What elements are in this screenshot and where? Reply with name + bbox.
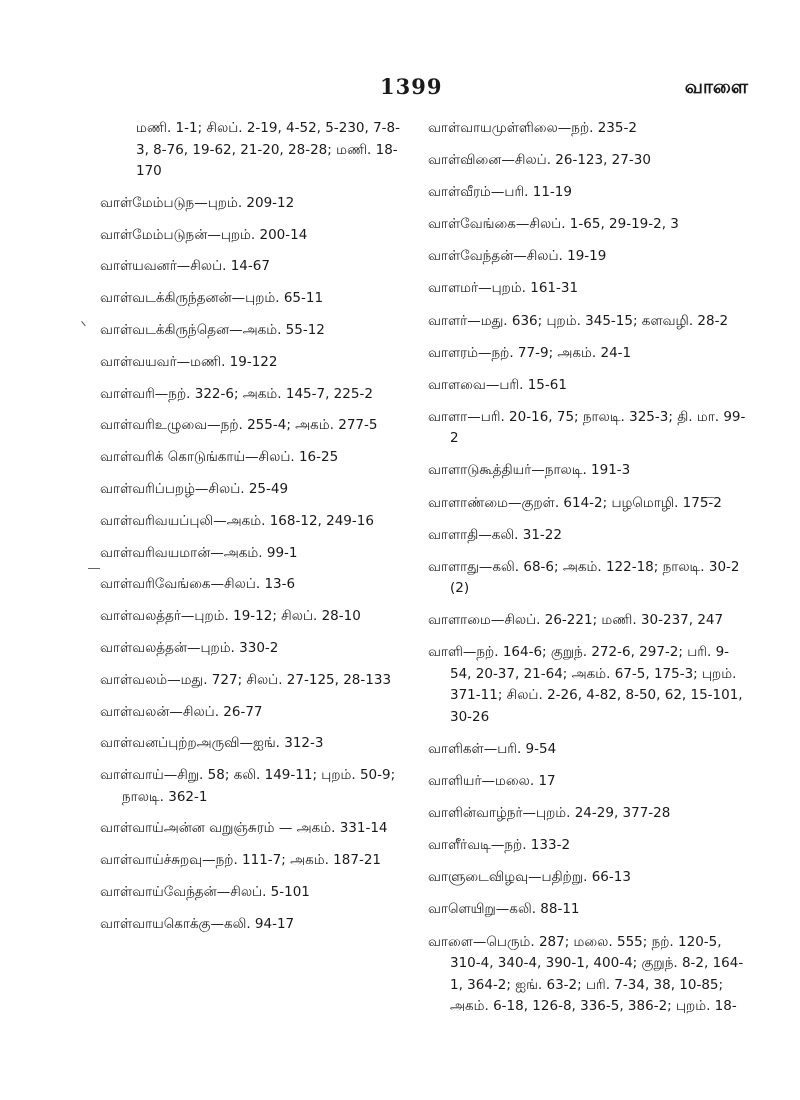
index-entry: வாளி—நற். 164-6; குறுந். 272-6, 297-2; பரி. 9-54, 20-37, 21-64; அகம். 67-5, 175-3; புறம். 371-11; சிலப். 2-26, 4-82, 8-50, 62, 15-101, 30-26 (428, 644, 743, 725)
index-entry: வாள்வாயகொக்கு—கலி. 94-17 (100, 915, 295, 932)
index-entry: வாள்வேந்தன்—சிலப். 19-19 (428, 248, 607, 265)
index-entry: வாள்வரிக் கொடுங்காய்—சிலப். 16-25 (100, 449, 339, 466)
right-column (428, 118, 748, 1028)
index-entry: வாள்வேங்கை—சிலப். 1-65, 29-19-2, 3 (428, 216, 679, 233)
index-entry: வாள்மேம்படுநன்—புறம். 200-14 (100, 226, 308, 243)
index-entry: வாள்மேம்படுந—புறம். 209-12 (100, 194, 295, 211)
index-entry: வாள்வாய்வேந்தன்—சிலப். 5-101 (100, 884, 310, 901)
index-entry: வாளியர்—மலை. 17 (428, 773, 556, 790)
index-entry: வாளாதி—கலி. 31-22 (428, 526, 562, 543)
index-entry: வாள்வரிவயப்புலி—அகம். 168-12, 249-16 (100, 512, 374, 529)
index-entry: வாள்வரிவேங்கை—சிலப். 13-6 (100, 576, 296, 593)
index-entry: வாள்வடக்கிருந்தனன்—புறம். 65-11 (100, 290, 324, 307)
index-entry: வாள்வலம்—மது. 727; சிலப். 27-125, 28-133 (100, 671, 392, 688)
index-entry: வாளை—பெரும். 287; மலை. 555; நற். 120-5, 310-4, 340-4, 390-1, 400-4; குறுந். 8-2, 164-1, 364-2; ஐங். 63-2; பரி. 7-34, 38, 10-85; அகம். 6-18, 126-8, 336-5, 386-2; புறம். 18- (428, 933, 744, 1015)
index-entry: வாளெயிறு—கலி. 88-11 (428, 901, 580, 918)
running-head: வாளை (684, 76, 748, 98)
scan-dash (88, 568, 100, 569)
index-entry: வாள்வாய்ச்சுறவு—நற். 111-7; அகம். 187-21 (100, 852, 381, 869)
index-entry: வாள்வயவர்—மணி. 19-122 (100, 353, 278, 370)
index-entry: வாளீர்வடி—நற். 133-2 (428, 837, 571, 854)
scan-mark (81, 316, 92, 326)
index-entry: வாள்வரிப்பறழ்—சிலப். 25-49 (100, 480, 289, 497)
index-entry: வாள்வினை—சிலப். 26-123, 27-30 (428, 152, 651, 169)
index-entry: வாள்வாயமுள்ளிலை—நற். 235-2 (428, 120, 637, 136)
page-number: 1399 (380, 74, 443, 99)
index-entry: வாள்வலத்தன்—புறம். 330-2 (100, 639, 279, 656)
index-entry: வாளாண்மை—குறள். 614-2; பழமொழி. 175-2 (428, 494, 722, 511)
index-entry: வாள்வரிவயமான்—அகம். 99-1 (100, 544, 298, 561)
index-entry: வாளர்—மது. 636; புறம். 345-15; களவழி. 28-2 (428, 312, 729, 329)
index-entry: வாள்யவனர்—சிலப். 14-67 (100, 258, 270, 275)
index-entry: வாளமர்—புறம். 161-31 (428, 280, 579, 297)
index-entry: வாள்வரி—நற். 322-6; அகம். 145-7, 225-2 (100, 385, 373, 402)
index-entry: வாள்வடக்கிருந்தென—அகம். 55-12 (100, 321, 325, 338)
index-entry: வாளா—பரி. 20-16, 75; நாலடி. 325-3; தி. மா. 99-2 (428, 408, 746, 447)
index-entry: வாளரம்—நற். 77-9; அகம். 24-1 (428, 344, 632, 361)
index-entry: வாளாடுகூத்தியர்—நாலடி. 191-3 (428, 462, 631, 479)
index-entry: வாளவை—பரி. 15-61 (428, 376, 567, 393)
index-entry: வாள்வனப்புற்றஅருவி—ஐங். 312-3 (100, 735, 324, 752)
index-entry: வாள்வீரம்—பரி. 11-19 (428, 184, 572, 201)
index-entry: வாள்வரிஉழுவை—நற். 255-4; அகம். 277-5 (100, 417, 378, 434)
left-column (100, 118, 400, 946)
index-entry: மணி. 1-1; சிலப். 2-19, 4-52, 5-230, 7-8-3, 8-76, 19-62, 21-20, 28-28; மணி. 18-170 (136, 120, 400, 179)
index-entry: வாள்வாய்—சிறு. 58; கலி. 149-11; புறம். 50-9; நாலடி. 362-1 (100, 767, 396, 805)
index-entry: வாளுடைவிழவு—பதிற்று. 66-13 (428, 869, 631, 886)
index-entry: வாளின்வாழ்நர்—புறம். 24-29, 377-28 (428, 805, 671, 822)
index-entry: வாள்வலன்—சிலப். 26-77 (100, 703, 263, 720)
index-entry: வாள்வலத்தர்—புறம். 19-12; சிலப். 28-10 (100, 608, 361, 625)
index-entry: வாள்வாய்அன்ன வறுஞ்சுரம் — அகம். 331-14 (100, 820, 388, 837)
index-entry: வாளாமை—சிலப். 26-221; மணி. 30-237, 247 (428, 612, 724, 629)
index-entry: வாளிகள்—பரி. 9-54 (428, 741, 557, 757)
index-entry: வாளாது—கலி. 68-6; அகம். 122-18; நாலடி. 30-2 (2) (428, 558, 740, 597)
